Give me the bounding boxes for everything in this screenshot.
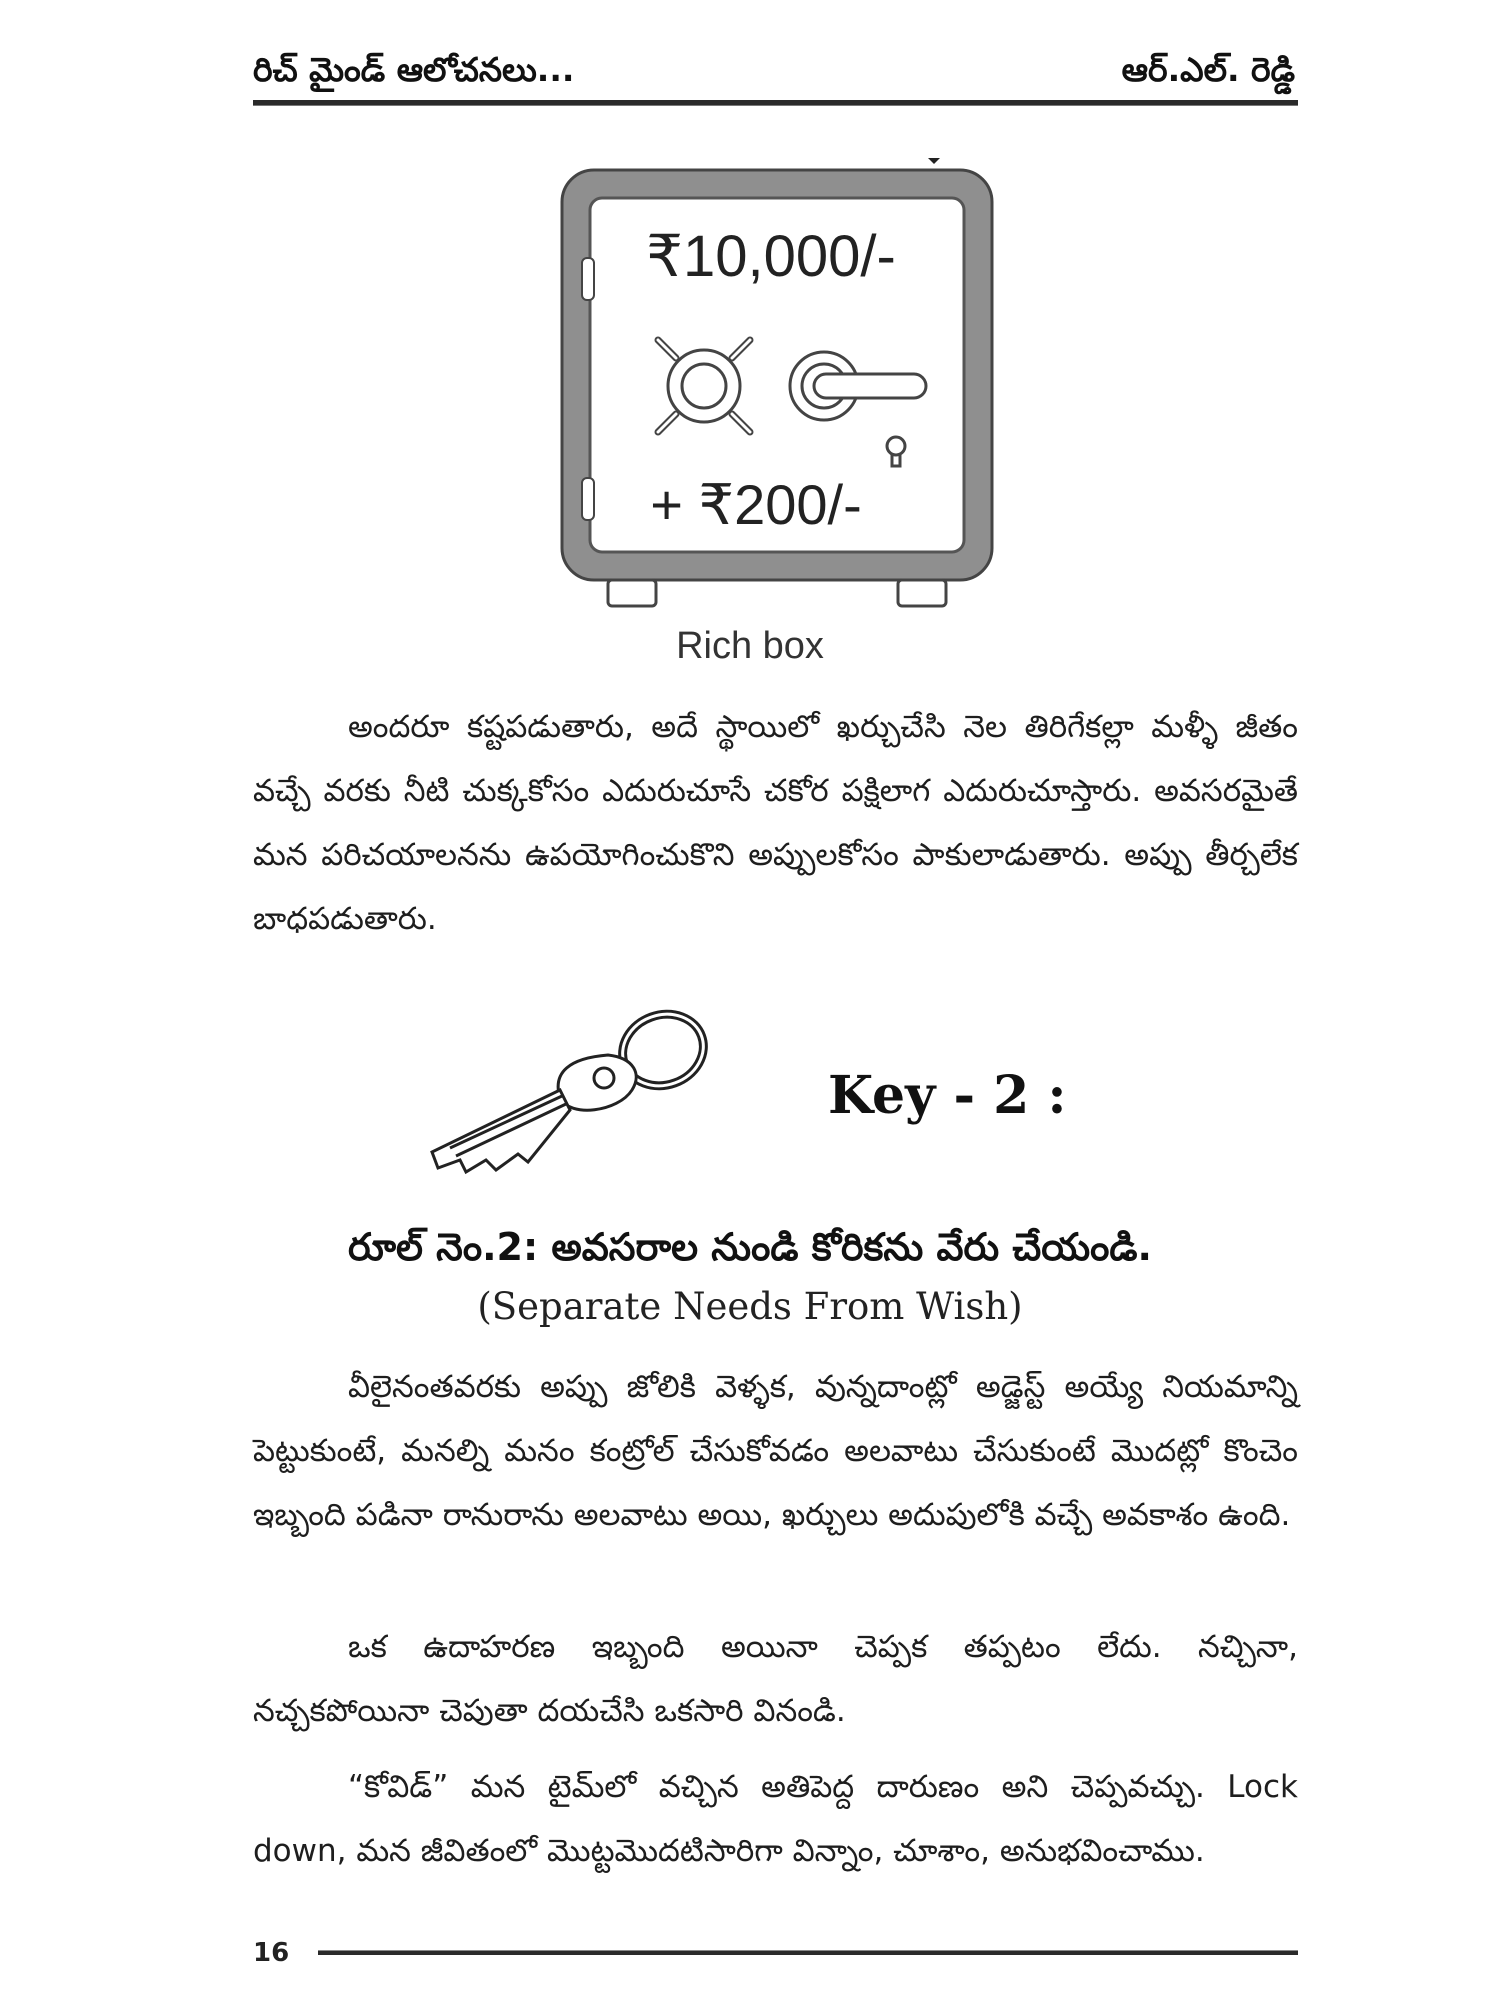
footer-divider (318, 1950, 1298, 1955)
author-name: ఆర్.ఎల్. రెడ్డి (1121, 50, 1295, 89)
body-paragraph-4: “కోవిడ్” మన టైమ్‌లో వచ్చిన అతిపెద్ద దారుణం అని చెప్పవచ్చు. Lock down, మన జీవితంలో మొట్టమొదటిసారిగా విన్నాం, చూశాం, అనుభవించాము. (253, 1769, 1298, 1869)
page-number: 16 (253, 1938, 290, 1968)
figure-caption: Rich box (676, 625, 824, 667)
header-divider (253, 100, 1298, 106)
book-title: రిచ్ మైండ్ ఆలోచనలు... (253, 50, 575, 89)
body-paragraph-2: వీలైనంతవరకు అప్పు జోలికి వెళ్ళక, వున్నదాంట్లో అడ్జెస్ట్ అయ్యే నియమాన్ని పెట్టుకుంటే, మనల్ని మనం కంట్రోల్ చేసుకోవడం అలవాటు చేసుకుంటే మొదట్లో కొంచెం ఇబ్బంది పడినా రానురాను అలవాటు అయి, ఖర్చులు అదుపులోకి వచ్చే అవకాశం ఉంది. (253, 1369, 1298, 1533)
key-icon (420, 1000, 730, 1180)
safe-icon (556, 148, 996, 618)
key-heading: Key - 2 : (828, 1065, 1067, 1126)
body-paragraph-1: అందరూ కష్టపడుతారు, అదే స్థాయిలో ఖర్చుచేసి నెల తిరిగేకల్లా మళ్ళీ జీతం వచ్చే వరకు నీటి చుక్కకోసం ఎదురుచూసే చకోర పక్షిలాగ ఎదురుచూస్తారు. అవసరమైతే మన పరిచయాలనను ఉపయోగించుకొని అప్పులకోసం పాకులాడుతారు. అప్పు తీర్చలేక బాధపడుతారు. (253, 709, 1298, 937)
safe-bottom-amount: + ₹200/- (650, 473, 862, 536)
key-illustration (420, 1000, 730, 1180)
safe-top-amount: ₹10,000/- (646, 224, 896, 289)
rich-box-illustration (556, 148, 996, 618)
rule-heading: రూల్ నెం.2: అవసరాల నుండి కోరికను వేరు చేయండి. (348, 1225, 1152, 1269)
rule-subheading: (Separate Needs From Wish) (477, 1285, 1023, 1328)
body-paragraph-3: ఒక ఉదాహరణ ఇబ్బంది అయినా చెప్పక తప్పటం లేదు. నచ్చినా, నచ్చకపోయినా చెపుతా దయచేసి ఒకసారి వినండి. (253, 1629, 1298, 1729)
